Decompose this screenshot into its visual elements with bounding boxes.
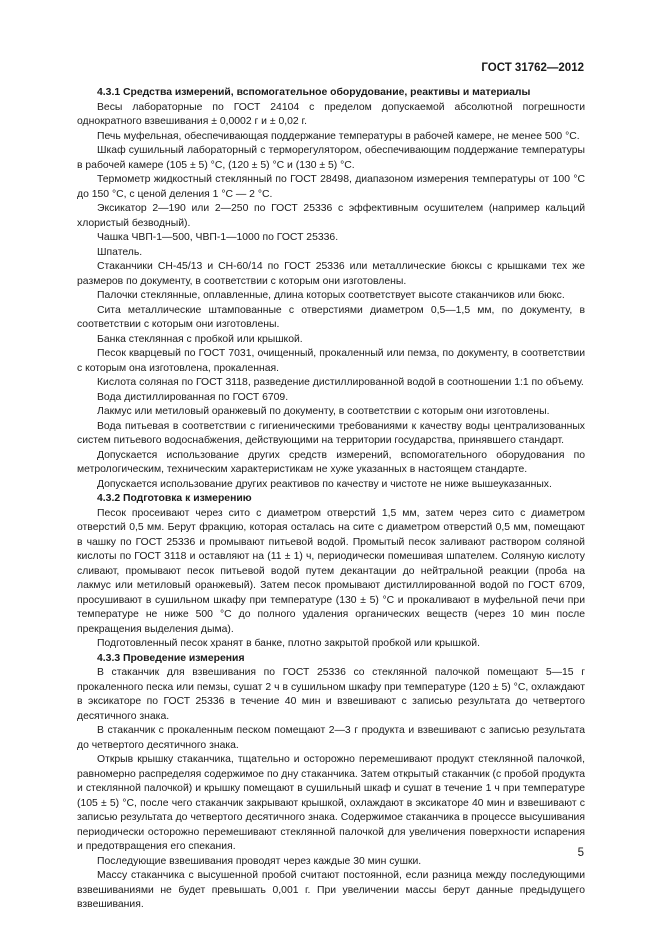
section-4-3-3-heading: 4.3.3 Проведение измерения (97, 652, 245, 664)
paragraph: Вода дистиллированная по ГОСТ 6709. (97, 391, 289, 403)
paragraph: Весы лабораторные по ГОСТ 24104 с пределом допускаемой абсолютной погрешности однократного взвешивания ± 0,0002 г и ± 0,02 г. (77, 101, 585, 127)
paragraph: Подготовленный песок хранят в банке, плотно закрытой пробкой или крышкой. (97, 638, 480, 649)
paragraph: Допускается использование других средств измерений, вспомогательного оборудования по метрологическим, техническим характеристикам не хуже указанных в настоящем стандарте. (77, 449, 585, 475)
paragraph: Песок кварцевый по ГОСТ 7031, очищенный, прокаленный или пемза, по документу, в соответствии с которым она изготовлена, прокаленная. (77, 348, 585, 374)
paragraph: Палочки стеклянные, оплавленные, длина которых соответствует высоте стаканчиков или бюкс. (97, 290, 565, 301)
paragraph: Шпатель. (97, 246, 143, 258)
paragraph: Банка стеклянная с пробкой или крышкой. (97, 333, 303, 345)
paragraph: Вода питьевая в соответствии с гигиеническими требованиями к качеству воды централизованных систем питьевого водоснабжения, действующими на территории государства, принявшего стандарт. (77, 420, 585, 446)
paragraph: Чашка ЧВП-1—500, ЧВП-1—1000 по ГОСТ 25336. (97, 232, 339, 243)
paragraph: Печь муфельная, обеспечивающая поддержание температуры в рабочей камере, не менее 500 °С. (97, 130, 580, 142)
paragraph: Песок просеивают через сито с диаметром отверстий 1,5 мм, затем через сито с диаметром отверстий 0,5 мм. Берут фракцию, которая осталась на сите с диаметром отверстий 0,5 мм, помещают в чашку по ГОСТ 25336 и промывают питьевой водой. Промытый песок заливают раствором соляной кислоты по ГОСТ 3118 и оставляют на (11 ± 1) ч, периодически помешивая шпателем. Соляную кислоту сливают, промывают песок питьевой водой путем декантации до нейтральной реакции (проба на лакмус или метиловый оранжевый). Затем песок промывают дистиллированной водой по ГОСТ 6709, просушивают в сушильном шкафу при температуре (130 ± 5) °С и прокаливают в муфельной печи при температуре не ниже 500 °С до полного удаления органических веществ (через 10 мин после прекращения выделения дыма). (77, 507, 585, 635)
paragraph: Последующие взвешивания проводят через каждые 30 мин сушки. (97, 855, 422, 867)
paragraph: В стаканчик с прокаленным песком помещают 2—3 г продукта и взвешивают с записью результата до четвертого десятичного знака. (77, 725, 585, 751)
paragraph: Эксикатор 2—190 или 2—250 по ГОСТ 25336 с эффективным осушителем (например кальций хлористый безводный). (77, 203, 585, 229)
section-4-3-1-heading: 4.3.1 Средства измерений, вспомогательное оборудование, реактивы и материалы (97, 87, 531, 98)
page-number: 5 (577, 847, 584, 859)
document-body (77, 86, 585, 913)
paragraph: Шкаф сушильный лабораторный с терморегулятором, обеспечивающим поддержание температуры в рабочей камере (105 ± 5) °С, (120 ± 5) °С и (130 ± 5) °С. (77, 145, 585, 171)
paragraph: Допускается использование других реактивов по качеству и чистоте не ниже вышеуказанных. (97, 478, 552, 490)
paragraph: Термометр жидкостный стеклянный по ГОСТ 28498, диапазоном измерения температуры от 100 °С до 150 °С, с ценой деления 1 °С — 2 °С. (77, 174, 585, 200)
paragraph: Стаканчики СН-45/13 и СН-60/14 по ГОСТ 25336 или металлические бюксы с крышками тех же размеров по документу, в соответствии с которым они изготовлены. (77, 261, 585, 287)
paragraph: Лакмус или метиловый оранжевый по документу, в соответствии с которым они изготовлены. (97, 406, 550, 417)
paragraph: Открыв крышку стаканчика, тщательно и осторожно перемешивают продукт стеклянной палочкой, равномерно распределяя содержимое по дну стаканчика. Затем открытый стаканчик (с пробой продукта и стеклянной палочкой) и крышку помещают в сушильный шкаф и сушат в течение 1 ч при температуре (105 ± 5) °С, после чего стаканчик закрывают крышкой, охлаждают в эксикаторе 40 мин и взвешивают с записью результата до четвертого десятичного знака. Содержимое стаканчика в процессе высушивания периодически осторожно перемешивают стеклянной палочкой для увеличения поверхности испарения и предотвращения его спекания. (77, 754, 585, 852)
section-4-3-2-heading: 4.3.2 Подготовка к измерению (97, 493, 252, 504)
paragraph: Кислота соляная по ГОСТ 3118, разведение дистиллированной водой в соотношении 1:1 по объему. (97, 377, 584, 388)
paragraph: Массу стаканчика с высушенной пробой считают постоянной, если разница между последующими взвешиваниями не будет превышать 0,001 г. При увеличении массы берут данные предыдущего взвешивания. (77, 870, 585, 910)
paragraph: В стаканчик для взвешивания по ГОСТ 25336 со стеклянной палочкой помещают 5—15 г прокаленного песка или пемзы, сушат 2 ч в сушильном шкафу при температуре (120 ± 5) °С, охлаждают в эксикаторе по ГОСТ 25336 в течение 40 мин и взвешивают с записью результата до четвертого десятичного знака. (77, 667, 585, 722)
paragraph: Сита металлические штампованные с отверстиями диаметром 0,5—1,5 мм, по документу, в соответствии с которым они изготовлены. (77, 304, 585, 330)
document-id-header: ГОСТ 31762—2012 (481, 62, 584, 74)
